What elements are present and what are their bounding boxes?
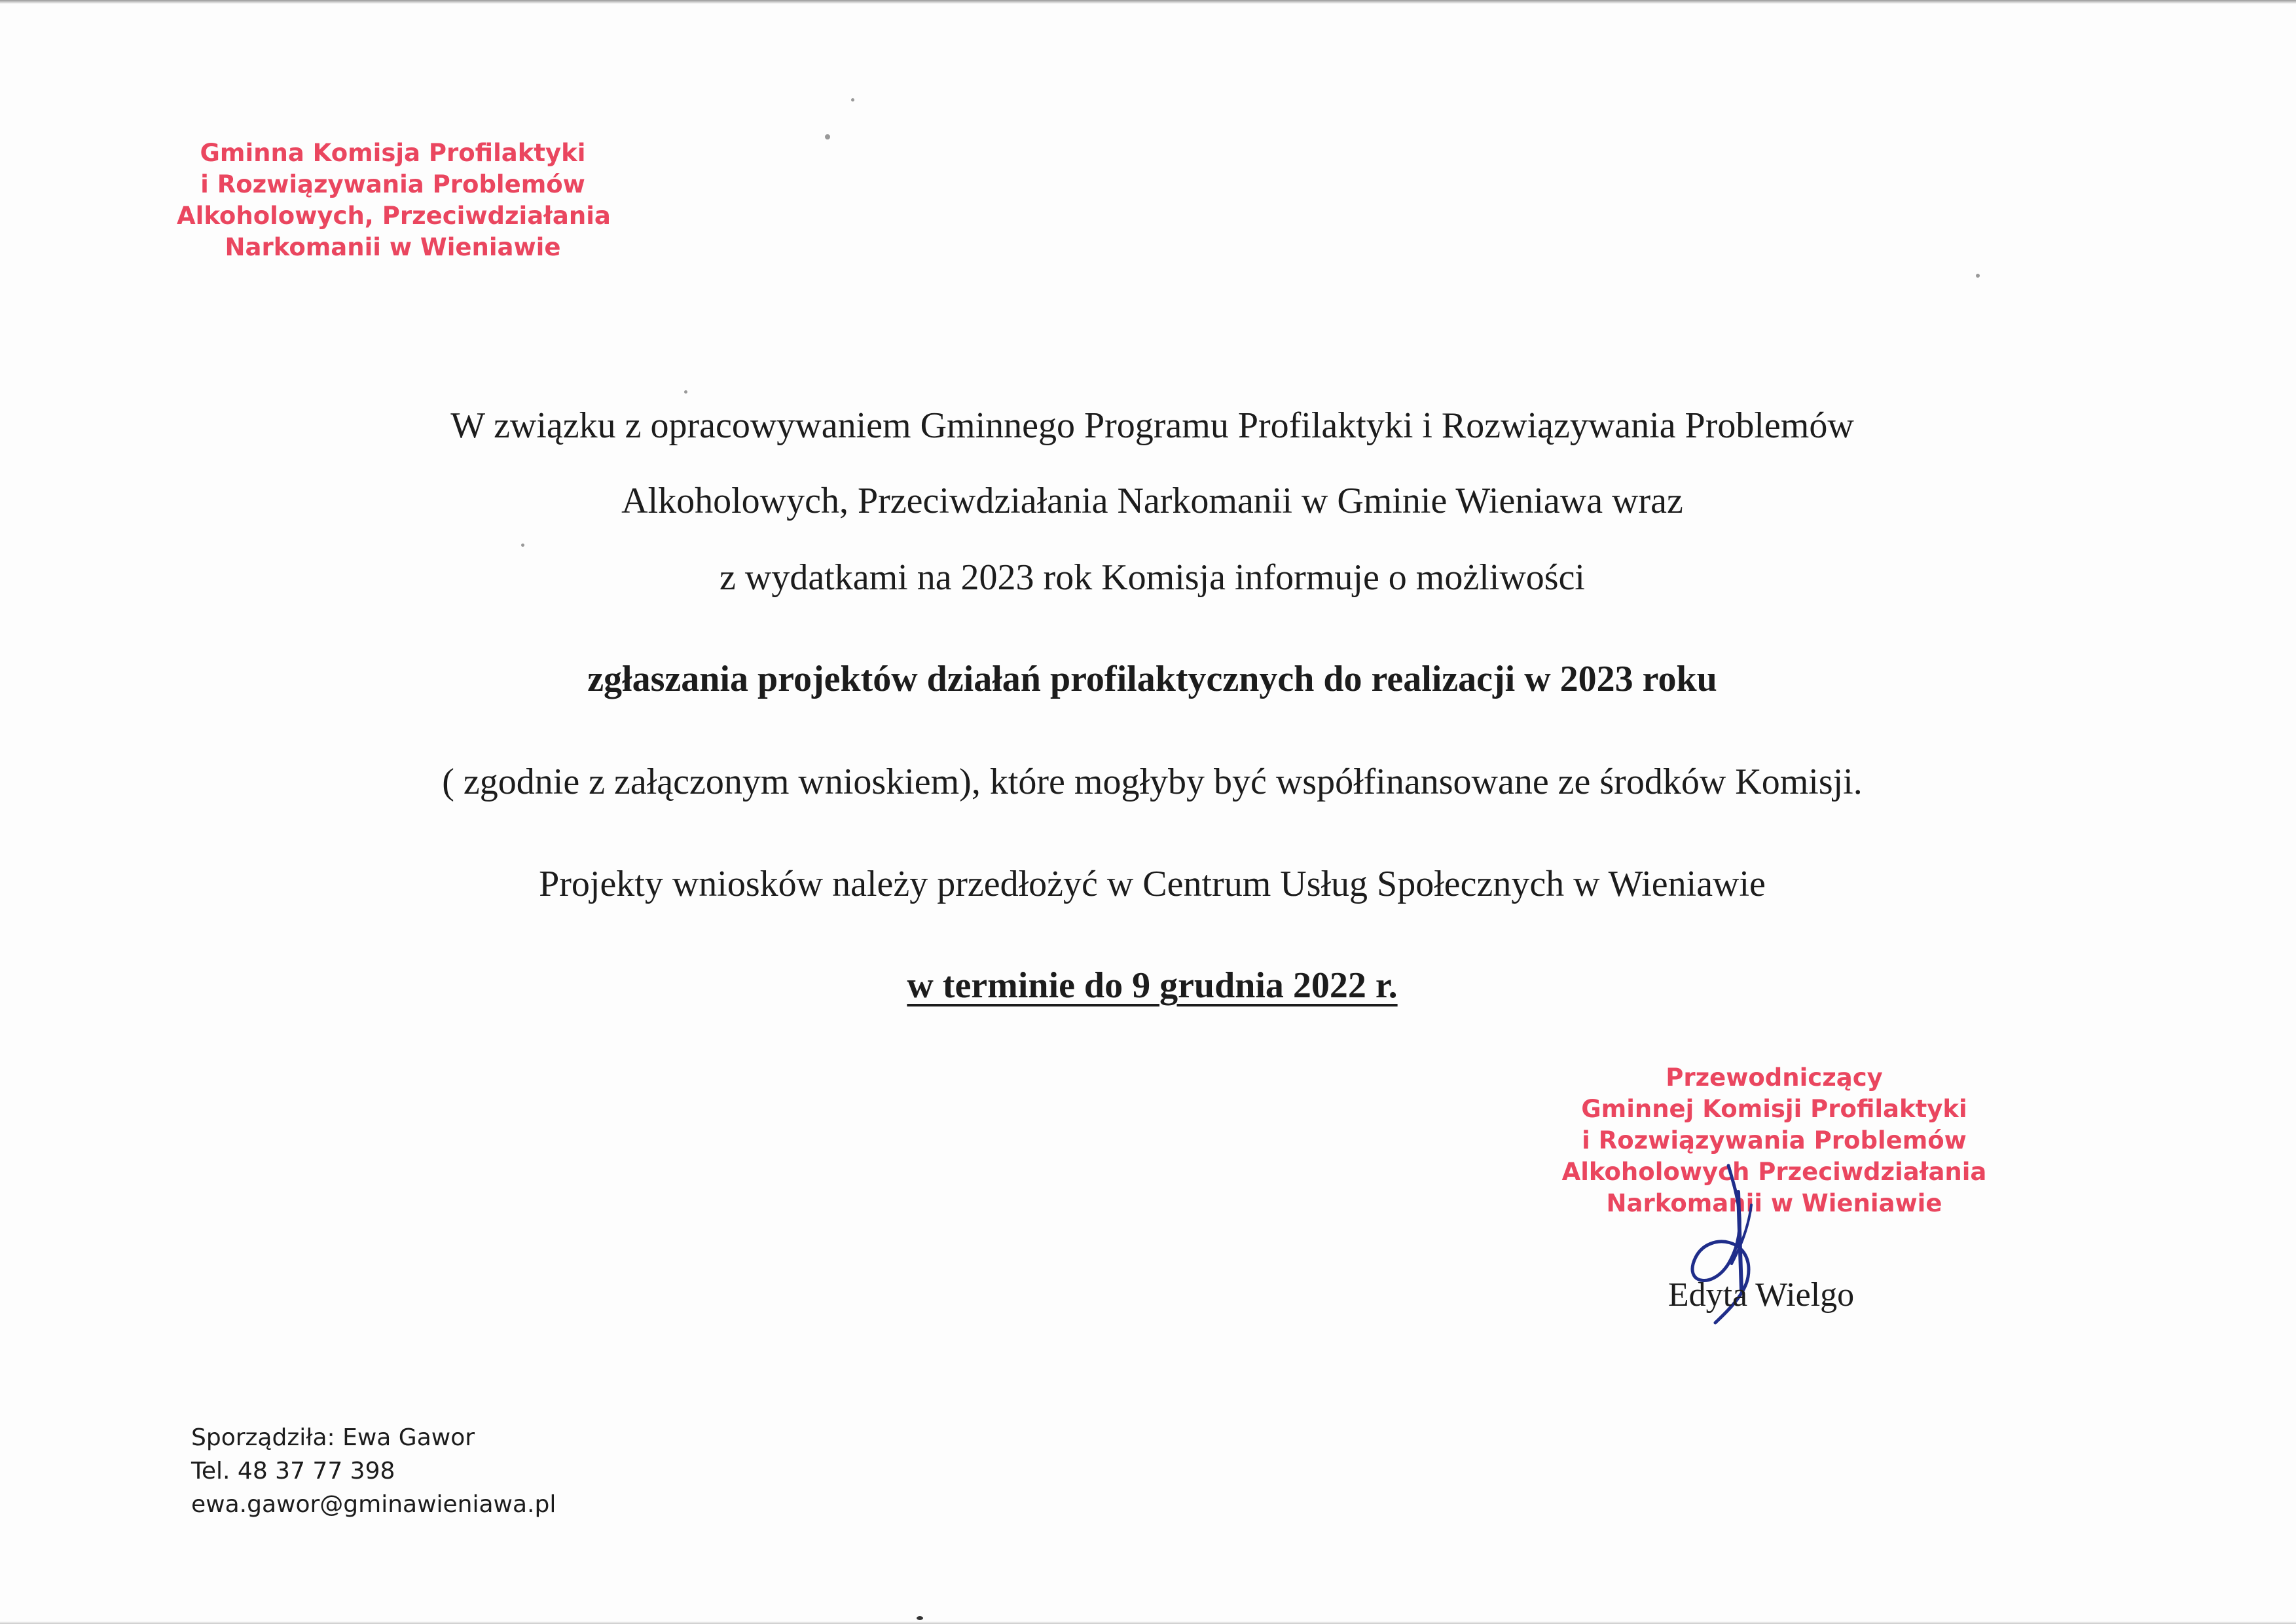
scan-speck (917, 1616, 923, 1620)
body-line-2: Alkoholowych, Przeciwdziałania Narkomanii w Gminie Wieniawa wraz (621, 481, 1683, 521)
scan-edge-top (0, 0, 2296, 4)
prepared-by-block (191, 1421, 556, 1521)
stamp-line: Alkoholowych, Przeciwdziałania (177, 202, 611, 231)
scan-edge-bottom (0, 1621, 2296, 1624)
stamp-line: Narkomanii w Wieniawie (1606, 1189, 1942, 1218)
deadline-line: w terminie do 9 grudnia 2022 r. (907, 965, 1398, 1006)
body-line-1: W związku z opracowywaniem Gminnego Programu Profilaktyki i Rozwiązywania Problemów (450, 405, 1854, 446)
email-line: ewa.gawor@gminawieniawa.pl (191, 1491, 556, 1519)
signatory-name: Edyta Wielgo (1667, 1276, 1855, 1314)
scan-speck (1976, 274, 1980, 278)
commission-stamp (177, 138, 609, 263)
stamp-line: Alkoholowych Przeciwdziałania (1561, 1158, 1987, 1187)
stamp-line: i Rozwiązywania Problemów (1582, 1126, 1967, 1155)
stamp-line: Gminnej Komisji Profilaktyki (1581, 1095, 1967, 1124)
phone-line: Tel. 48 37 77 398 (191, 1458, 395, 1485)
scan-speck (851, 98, 854, 101)
body-line-6: Projekty wniosków należy przedłożyć w Centrum Usług Społecznych w Wieniawie (539, 864, 1766, 904)
stamp-line: Narkomanii w Wieniawie (225, 233, 561, 262)
stamp-line: Gminna Komisja Profilaktyki (200, 139, 586, 167)
stamp-line: Przewodniczący (1666, 1063, 1883, 1092)
stamp-line: i Rozwiązywania Problemów (200, 170, 585, 199)
scan-speck (825, 134, 830, 139)
body-line-3: z wydatkami na 2023 rok Komisja informuje o możliwości (720, 557, 1585, 598)
scan-speck (684, 390, 687, 394)
body-headline: zgłaszania projektów działań profilaktycznych do realizacji w 2023 roku (587, 659, 1717, 699)
body-line-5: ( zgodnie z załączonym wnioskiem), które mogłyby być współfinansowane ze środków Komisji. (442, 762, 1863, 802)
scan-speck (521, 544, 524, 547)
prepared-by-line: Sporządziła: Ewa Gawor (191, 1424, 475, 1451)
